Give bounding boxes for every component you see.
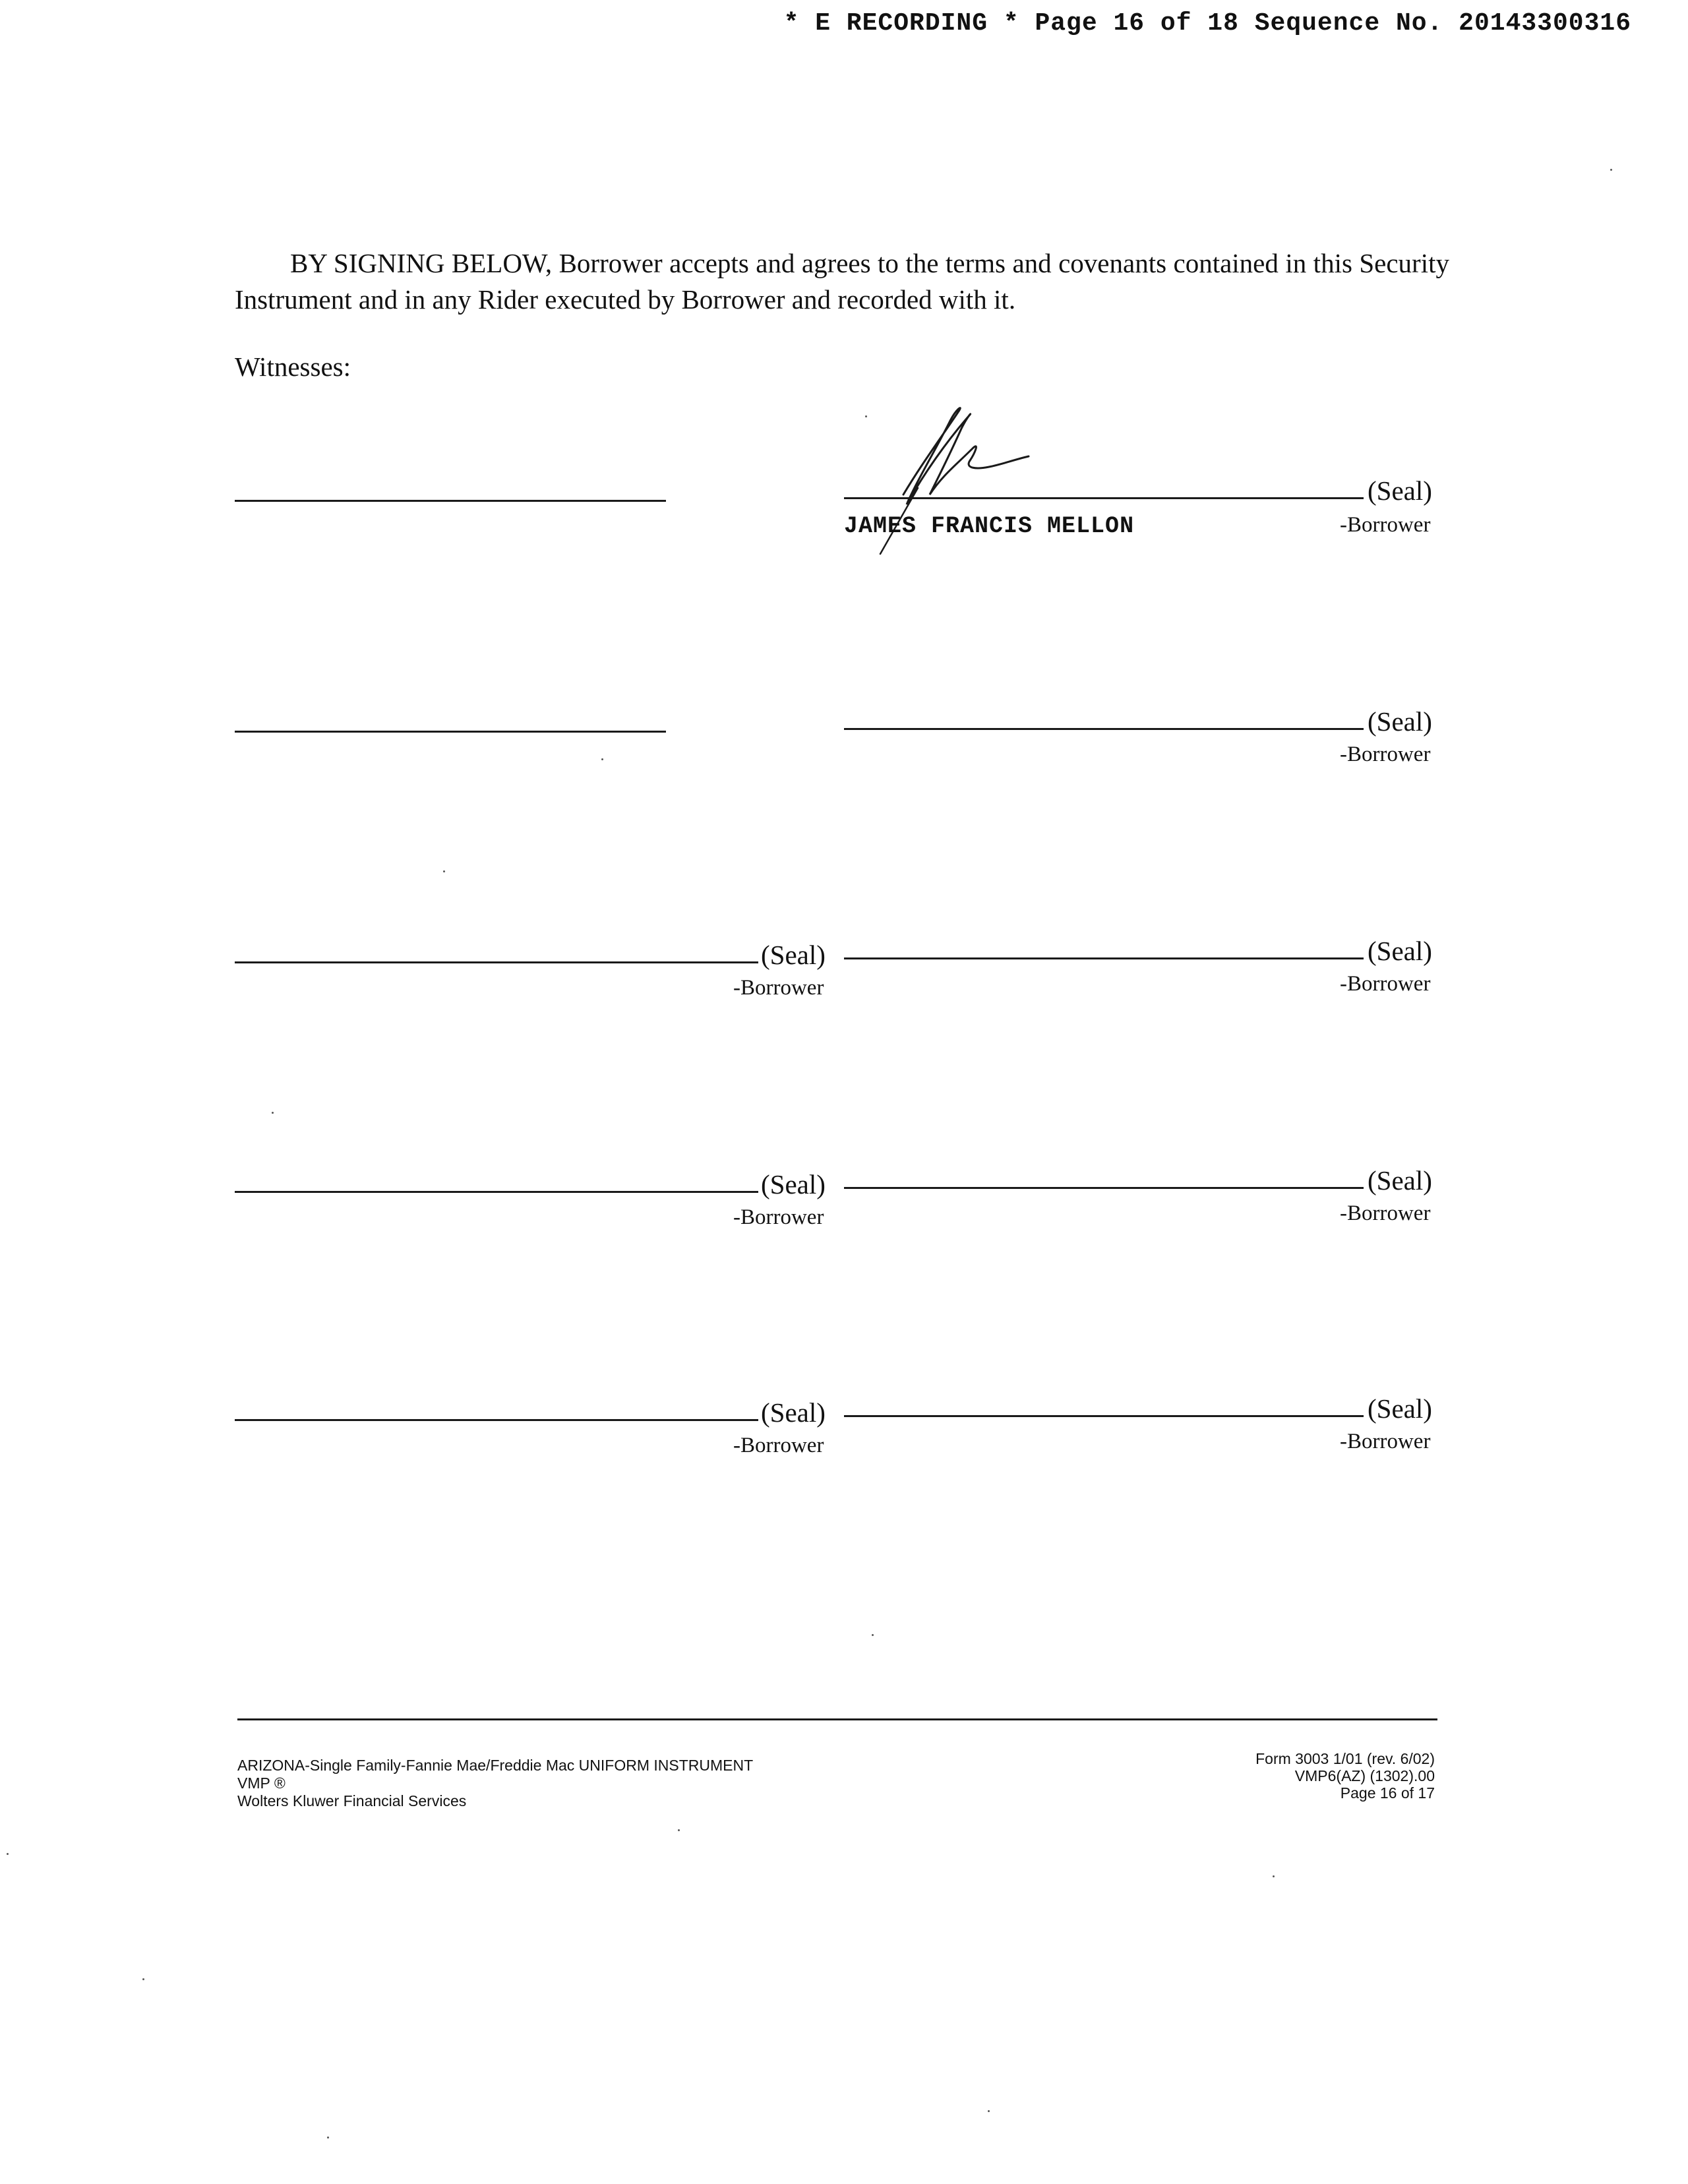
recording-stamp: * E RECORDING * Page 16 of 18 Sequence No. 20143300316 (783, 9, 1631, 38)
page-number: Page 16 of 17 (1340, 1784, 1435, 1802)
borrower-signature-line-6[interactable] (844, 1187, 1364, 1189)
signing-statement-body: Borrower accepts and agrees to the terms and covenants contained in this Security Instrument and in any Rider executed by Borrower and recorded with it. (235, 248, 1449, 315)
seal-label: (Seal) (1368, 475, 1432, 506)
seal-label: (Seal) (1368, 706, 1432, 737)
borrower-signature (844, 396, 1068, 567)
footer-form-codes (1255, 1750, 1435, 1802)
borrower-signature-line-5[interactable] (235, 1191, 758, 1193)
signer-name: JAMES FRANCIS MELLON (844, 513, 1135, 539)
witness-line-1[interactable] (235, 500, 666, 502)
scan-speck (1610, 169, 1612, 171)
scan-speck (142, 1978, 144, 1980)
scan-speck (443, 870, 445, 872)
scan-speck (272, 1112, 274, 1114)
borrower-label: -Borrower (1340, 513, 1431, 537)
footer-form-info (237, 1757, 753, 1810)
publisher-name: Wolters Kluwer Financial Services (237, 1792, 467, 1809)
borrower-label: -Borrower (733, 1434, 824, 1457)
seal-label: (Seal) (761, 1397, 826, 1428)
borrower-signature-line-3[interactable] (235, 961, 758, 963)
scan-speck (678, 1829, 680, 1831)
footer-divider (237, 1718, 1437, 1720)
form-number: Form 3003 1/01 (rev. 6/02) (1255, 1750, 1435, 1767)
borrower-signature-line-8[interactable] (844, 1415, 1364, 1417)
borrower-label: -Borrower (1340, 743, 1431, 766)
vmp-code: VMP6(AZ) (1302).00 (1294, 1767, 1435, 1784)
borrower-signature-line-7[interactable] (235, 1419, 758, 1421)
borrower-signature-line-2[interactable] (844, 728, 1364, 730)
borrower-signature-line-4[interactable] (844, 957, 1364, 959)
borrower-label: -Borrower (1340, 1430, 1431, 1453)
scan-speck (327, 2137, 329, 2138)
borrower-label: -Borrower (733, 1205, 824, 1229)
borrower-label: -Borrower (733, 976, 824, 1000)
seal-label: (Seal) (1368, 1165, 1432, 1196)
scan-speck (988, 2110, 990, 2112)
scan-speck (7, 1853, 9, 1855)
witness-line-2[interactable] (235, 731, 666, 733)
scan-speck (865, 415, 867, 417)
signing-statement (235, 245, 1449, 318)
vendor-mark: VMP ® (237, 1774, 286, 1792)
seal-label: (Seal) (1368, 936, 1432, 966)
seal-label: (Seal) (761, 940, 826, 970)
witnesses-label: Witnesses: (235, 351, 351, 382)
signing-statement-lead: BY SIGNING BELOW, (290, 248, 553, 278)
scan-speck (872, 1634, 874, 1636)
borrower-label: -Borrower (1340, 972, 1431, 996)
borrower-signature-line-1[interactable] (844, 497, 1364, 499)
seal-label: (Seal) (1368, 1393, 1432, 1424)
scan-speck (601, 758, 603, 760)
seal-label: (Seal) (761, 1169, 826, 1199)
scan-speck (1273, 1875, 1275, 1877)
form-title: ARIZONA-Single Family-Fannie Mae/Freddie Mac UNIFORM INSTRUMENT (237, 1757, 754, 1774)
borrower-label: -Borrower (1340, 1201, 1431, 1225)
